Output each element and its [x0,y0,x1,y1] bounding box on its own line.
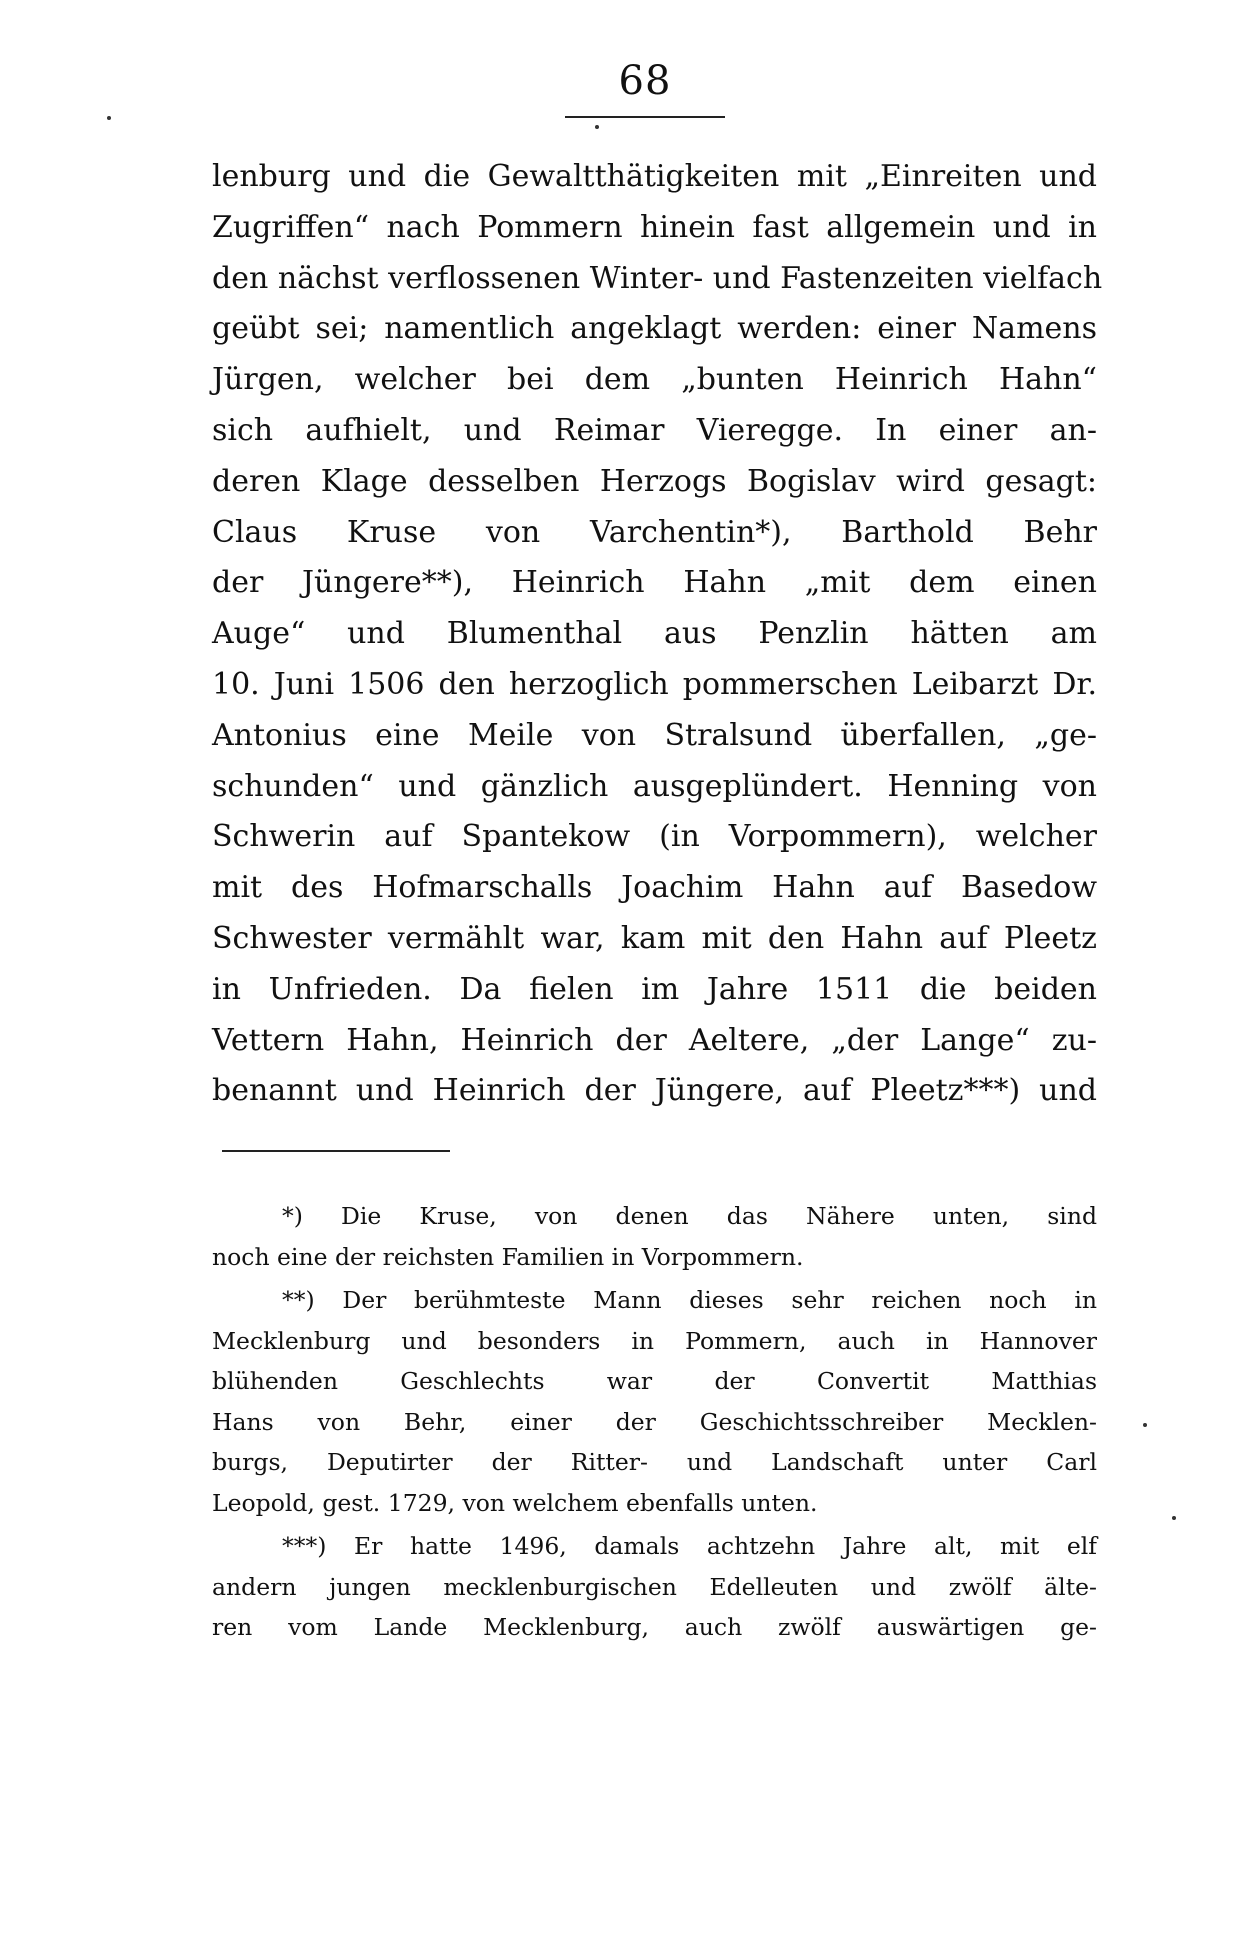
footnote-line: ren vom Lande Mecklenburg, auch zwölf auswärtigen ge- [212,1613,1097,1641]
footnote-line: *) Die Kruse, von denen das Nähere unten, sind [282,1202,1097,1230]
footnote-line: Leopold, gest. 1729, von welchem ebenfalls unten. [212,1488,818,1517]
footnote-line: Mecklenburg und besonders in Pommern, auch in Hannover [212,1326,1097,1355]
body-line: Auge“ und Blumenthal aus Penzlin hätten am [212,616,1097,652]
footnote-line: noch eine der reichsten Familien in Vorpommern. [212,1242,804,1271]
stray-mark [1172,1516,1176,1520]
body-line: Claus Kruse von Varchentin*), Barthold Behr [212,514,1097,550]
stray-mark [107,116,111,120]
footnote-rule [222,1150,450,1152]
stray-mark [595,125,599,129]
footnote-1 [212,1196,1097,1277]
body-line: Schwerin auf Spantekow (in Vorpommern), welcher [212,819,1097,855]
body-line: schunden“ und gänzlich ausgeplündert. Henning von [212,768,1097,804]
body-line: Jürgen, welcher bei dem „bunten Heinrich Hahn“ [212,362,1097,398]
stray-mark [1143,1423,1147,1427]
page-number: 68 [618,58,672,104]
body-line: Schwester vermählt war, kam mit den Hahn auf Pleetz [212,920,1097,956]
body-line: deren Klage desselben Herzogs Bogislav wird gesagt: [212,463,1097,499]
body-line: in Unfrieden. Da fielen im Jahre 1511 die beiden [212,971,1097,1007]
footnote-line: blühenden Geschlechts war der Convertit Matthias [212,1367,1097,1395]
footnote-line: ***) Er hatte 1496, damals achtzehn Jahre alt, mit elf [282,1532,1097,1560]
body-line: benannt und Heinrich der Jüngere, auf Pleetz***) und [212,1073,1097,1109]
body-line: Vettern Hahn, Heinrich der Aeltere, „der Lange“ zu- [212,1022,1097,1058]
footnote-2 [212,1280,1097,1523]
body-line: Zugriffen“ nach Pommern hinein fast allgemein und in [212,209,1097,245]
body-line: Antonius eine Meile von Stralsund überfallen, „ge- [212,717,1097,753]
footnote-line: **) Der berühmteste Mann dieses sehr reichen noch in [282,1286,1097,1314]
footnote-line: burgs, Deputirter der Ritter- und Landschaft unter Carl [212,1448,1097,1476]
body-text [212,152,1103,1117]
footnote-line: Hans von Behr, einer der Geschichtsschreiber Mecklen- [212,1407,1097,1436]
footnote-line: andern jungen mecklenburgischen Edelleuten und zwölf älte- [212,1572,1097,1601]
body-line: lenburg und die Gewaltthätigkeiten mit „Einreiten und [212,159,1097,194]
footnotes [212,1196,1097,1648]
body-line: den nächst verflossenen Winter- und Fastenzeiten vielfach [212,260,1103,296]
footnote-3 [212,1526,1097,1648]
body-line: der Jüngere**), Heinrich Hahn „mit dem einen [212,565,1097,601]
body-line: mit des Hofmarschalls Joachim Hahn auf Basedow [212,870,1097,906]
body-line: 10. Juni 1506 den herzoglich pommerschen Leibarzt Dr. [212,666,1097,702]
header-rule [565,116,725,118]
body-line: sich aufhielt, und Reimar Vieregge. In einer an- [212,412,1097,448]
body-line: geübt sei; namentlich angeklagt werden: einer Namens [212,311,1097,347]
